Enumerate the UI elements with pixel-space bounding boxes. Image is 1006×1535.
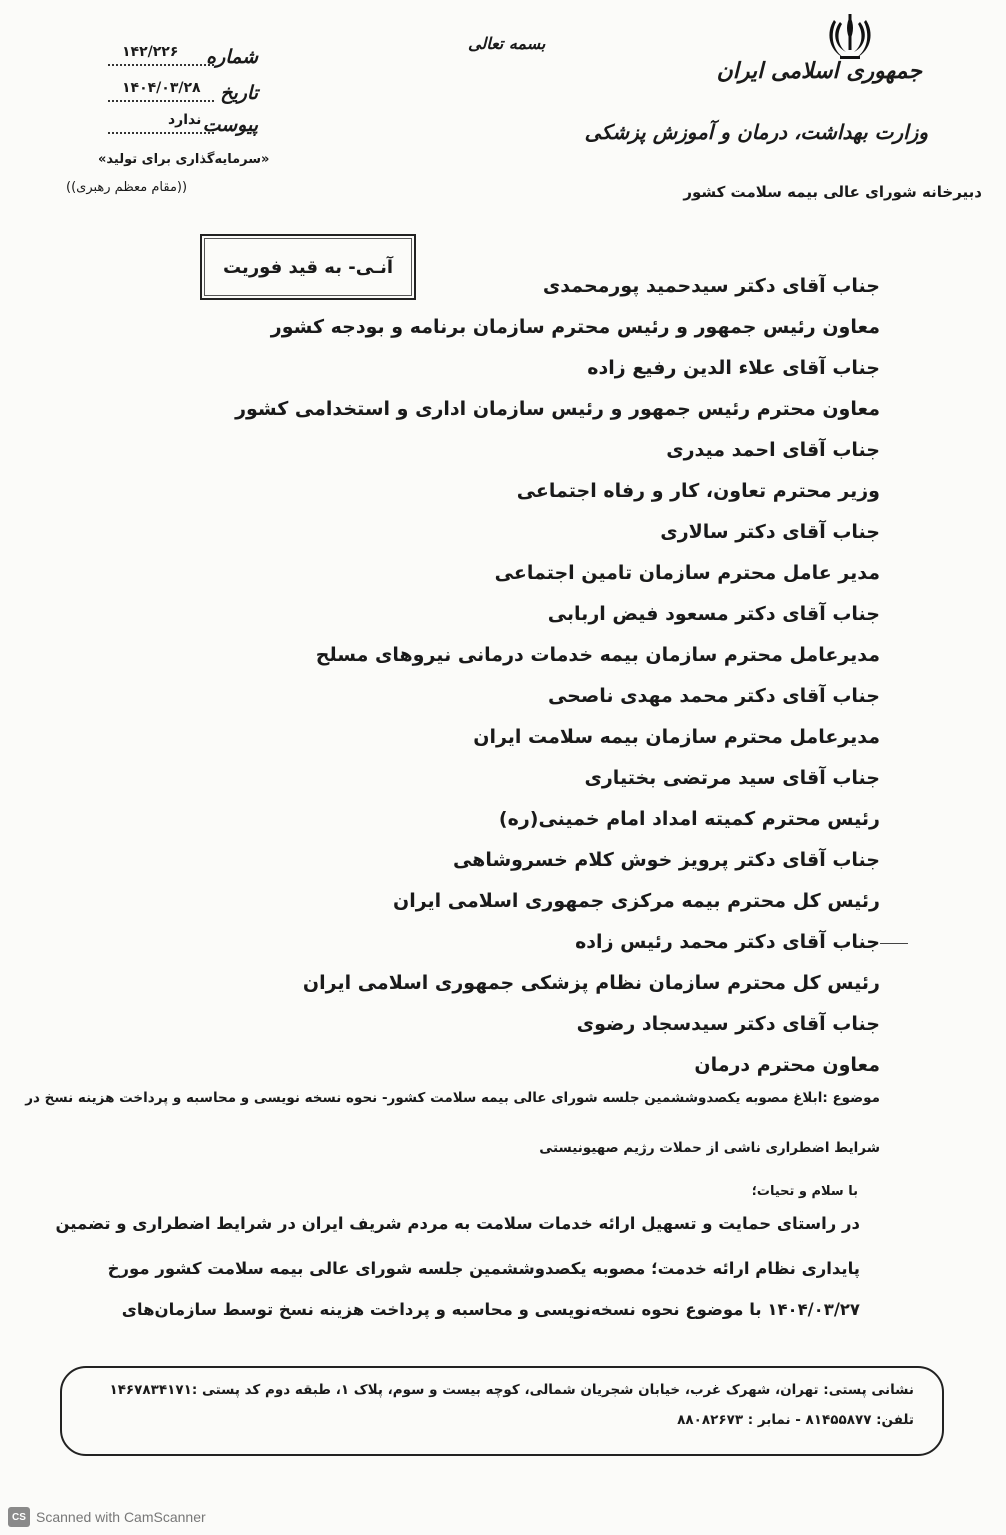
recipient-title: رئیس محترم کمیته امداد امام خمینی(ره)	[498, 808, 880, 830]
letter-number-label: شماره	[206, 46, 258, 68]
camscanner-logo-icon: CS	[8, 1507, 30, 1527]
scanner-watermark	[8, 1505, 206, 1529]
ministry-name: وزارت بهداشت، درمان و آموزش پزشکی	[584, 120, 928, 144]
letter-attachment-label: پیوست	[202, 114, 258, 136]
letter-attachment-value: ندارد	[168, 112, 202, 128]
recipient-name: جناب آقای دکتر محمد مهدی ناصحی	[547, 685, 880, 707]
subject-line-2: شرایط اضطراری ناشی از حملات رژیم صهیونیستی	[539, 1140, 880, 1156]
secretariat-name: دبیرخانه شورای عالی بیمه سلامت کشور	[683, 183, 982, 201]
greeting: با سلام و تحیات؛	[751, 1184, 858, 1199]
letter-date-label: تاریخ	[220, 82, 258, 104]
bismillah: بسمه تعالی	[468, 34, 546, 53]
recipient-name: جناب آقای علاء الدین رفیع زاده	[587, 357, 880, 379]
letter-number-row	[108, 46, 258, 68]
recipient-name: جناب آقای سید مرتضی بختیاری	[584, 767, 880, 789]
recipient-title: مدیر عامل محترم سازمان تامین اجتماعی	[494, 562, 880, 584]
footer-contact-box	[60, 1366, 944, 1456]
letter-date-value: ۱۴۰۴/۰۳/۲۸	[122, 80, 201, 96]
slogan: «سرمایه‌گذاری برای تولید»	[98, 152, 270, 167]
letter-number-value: ۱۴۲/۲۲۶	[122, 44, 179, 60]
recipient-title: مدیرعامل محترم سازمان بیمه خدمات درمانی نیروهای مسلح	[315, 644, 880, 666]
iran-emblem-icon	[826, 12, 874, 64]
recipient-title: رئیس کل محترم بیمه مرکزی جمهوری اسلامی ایران	[392, 890, 880, 912]
dotted-line	[108, 132, 214, 134]
recipient-name: جناب آقای دکتر سالاری	[660, 521, 880, 543]
phone-fax: تلفن: ۸۱۴۵۵۸۷۷ - نمابر : ۸۸۰۸۲۶۷۳	[677, 1412, 914, 1428]
body-line: ۱۴۰۴/۰۳/۲۷ با موضوع نحوه نسخه‌نویسی و محاسبه و پرداخت هزینه نسخ توسط سازمان‌های	[121, 1300, 860, 1319]
recipient-title: وزیر محترم تعاون، کار و رفاه اجتماعی	[516, 480, 880, 502]
recipient-title: مدیرعامل محترم سازمان بیمه سلامت ایران	[473, 726, 880, 748]
country-name: جمهوری اسلامی ایران	[716, 58, 922, 84]
recipient-title: معاون رئیس جمهور و رئیس محترم سازمان برنامه و بودجه کشور	[270, 316, 880, 338]
postal-address: نشانی پستی: تهران، شهرک غرب، خیابان شجریان شمالی، کوچه بیست و سوم، پلاک ۱، طبقه دوم کد پستی :۱۴۶۷۸۳۴۱۷۱	[109, 1382, 914, 1398]
slogan-attribution: ((مقام معظم رهبری))	[66, 180, 188, 195]
letter-attachment-row	[108, 114, 258, 136]
dotted-line	[108, 100, 214, 102]
pen-mark	[880, 943, 908, 944]
recipient-title: معاون محترم درمان	[694, 1054, 880, 1076]
letter-date-row	[108, 82, 258, 104]
recipient-name: جناب آقای دکتر مسعود فیض اربابی	[547, 603, 880, 625]
body-line: در راستای حمایت و تسهیل ارائه خدمات سلامت به مردم شریف ایران در شرایط اضطراری و تضمین	[55, 1214, 860, 1233]
recipient-name: جناب آقای احمد میدری	[666, 439, 880, 461]
recipient-name: جناب آقای دکتر محمد رئیس زاده	[575, 931, 880, 953]
scanner-label: Scanned with CamScanner	[36, 1509, 206, 1525]
recipient-title: رئیس کل محترم سازمان نظام پزشکی جمهوری اسلامی ایران	[302, 972, 880, 994]
recipient-name: جناب آقای دکتر سیدحمید پورمحمدی	[542, 275, 880, 297]
recipient-name: جناب آقای دکتر سیدسجاد رضوی	[576, 1013, 880, 1035]
urgent-priority-box: آنـی- به قید فوریت	[200, 234, 416, 300]
dotted-line	[108, 64, 214, 66]
subject-line-1: موضوع :ابلاغ مصوبه یکصدوششمین جلسه شورای عالی بیمه سلامت کشور- نحوه نسخه نویسی و محاسبه و پرداخت هزینه نسخ در	[25, 1090, 880, 1106]
body-line: پایداری نظام ارائه خدمت؛ مصوبه یکصدوششمین جلسه شورای عالی بیمه سلامت کشور مورخ	[107, 1259, 860, 1278]
recipient-name: جناب آقای دکتر پرویز خوش کلام خسروشاهی	[452, 849, 880, 871]
recipient-title: معاون محترم رئیس جمهور و رئیس سازمان اداری و استخدامی کشور	[235, 398, 880, 420]
